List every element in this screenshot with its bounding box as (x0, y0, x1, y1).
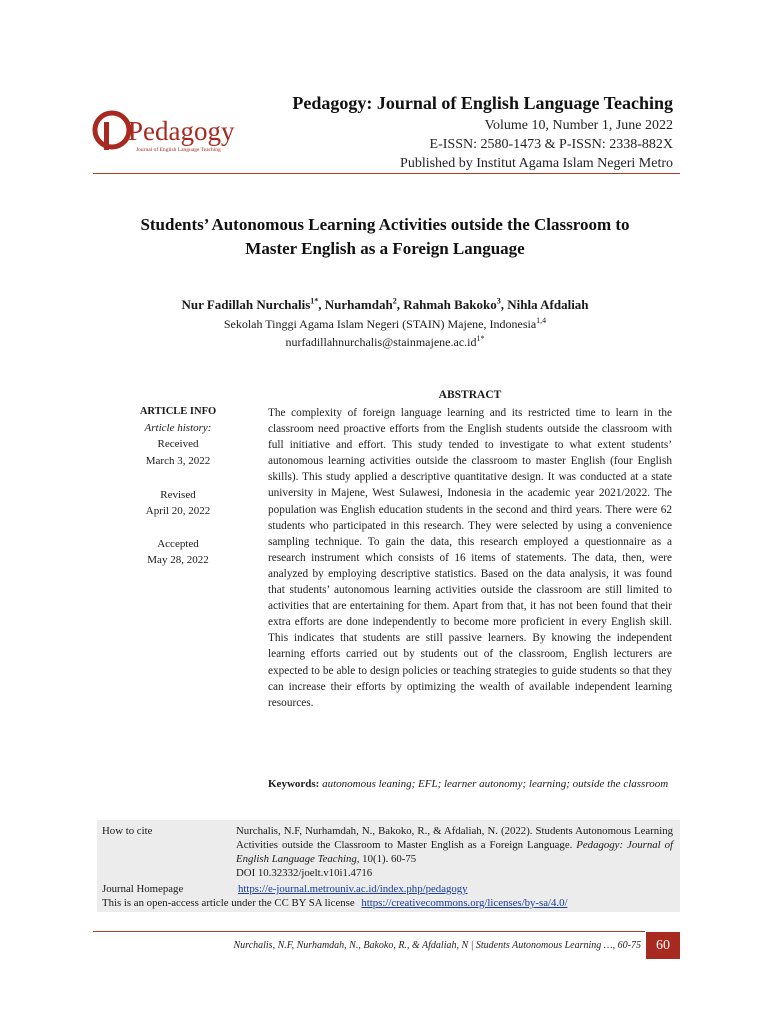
accepted-label: Accepted (157, 538, 199, 550)
received-date: March 3, 2022 (145, 455, 211, 467)
citation-text (236, 824, 673, 880)
keywords (268, 776, 672, 792)
author-name: Nur Fadillah Nurchalis (181, 297, 311, 312)
keywords-text: autonomous leaning; EFL; learner autonomy; learning; outside the classroom (322, 778, 669, 790)
keywords-label: Keywords: (268, 778, 320, 790)
email-text: nurfadillahnurchalis@stainmajene.ac.id (285, 335, 477, 349)
author-name: , Nihla Afdaliah (500, 297, 589, 312)
article-title (90, 213, 680, 261)
accepted-date: May 28, 2022 (147, 554, 209, 566)
running-footer: Nurchalis, N.F, Nurhamdah, N., Bakoko, R., & Afdaliah, N | Students Autonomous Learning …, 60-75 (233, 940, 641, 951)
citation-part2: , 10(1). 60-75 (356, 853, 417, 865)
footer-rule (93, 931, 645, 932)
abstract-text: The complexity of foreign language learning and its restricted time to learn in the classroom need proactive efforts from the English students outside the classroom with full initiative and effort. This study tended to investigate to what extent students’ autonomous learning activities outside the classroom to master English (four English skills). This study applied a descriptive quantitative design. It was conducted at a state university in Majene, West Sulawesi, Indonesia in the academic year 2021/2022. The population was English education students in the second and third years. There were 62 students who participated in this research. They were selected by using a convenience sampling technique. To gain the data, this research employed a questionnaire as a research instrument which consists of 16 items of statements. The data, then, were analyzed by employing descriptive statistics. Based on the data analysis, it was found that students’ autonomous learning activities outside the classroom are still limited to activities that are entertaining for them. Apart from that, it has not been found that their extra efforts are done independently to become more proficient in every English skill. This indicates that students are still passive learners. By knowing the independent learning efforts carried out by students out of the classroom, English lecturers are expected to be able to design policies or teaching strategies to guide students so that they can increase their efforts by optimizing the wealth of available independent learning resources. (268, 407, 672, 709)
author-affiliation (90, 316, 680, 333)
journal-homepage-label: Journal Homepage (102, 883, 184, 895)
journal-publisher: Published by Institut Agama Islam Negeri Metro (400, 156, 673, 171)
journal-title: Pedagogy: Journal of English Language Teaching (292, 93, 673, 113)
author-sup: 2 (392, 296, 397, 306)
license-text: This is an open-access article under the CC BY SA license (102, 897, 355, 909)
article-info-heading: ARTICLE INFO (139, 406, 217, 417)
author-list (90, 296, 680, 314)
license-link[interactable]: https://creativecommons.org/licenses/by-sa/4.0/ (361, 897, 568, 909)
article-title-line2: Master English as a Foreign Language (245, 239, 525, 258)
received-label: Received (157, 438, 199, 450)
license-statement (102, 896, 567, 910)
email-sup: 1* (476, 334, 485, 343)
citation-doi: DOI 10.32332/joelt.v10i1.4716 (236, 867, 373, 879)
journal-volume: Volume 10, Number 1, June 2022 (484, 118, 673, 133)
header-rule (93, 173, 680, 174)
how-to-cite-label: How to cite (102, 825, 153, 837)
logo-tagline: Journal of English Language Teaching (136, 147, 221, 153)
author-email (90, 334, 680, 351)
journal-homepage-link[interactable]: https://e-journal.metrouniv.ac.id/index.php/pedagogy (238, 883, 468, 895)
affiliation-sup: 1,4 (536, 316, 547, 325)
page-number: 60 (646, 932, 680, 959)
citation-journal: Pedagogy: Journal of English Language Teaching (236, 839, 674, 865)
author-name: , Rahmah Bakoko (396, 297, 497, 312)
affiliation-text: Sekolah Tinggi Agama Islam Negeri (STAIN) Majene, Indonesia (223, 317, 537, 331)
abstract-heading: ABSTRACT (438, 389, 502, 401)
author-sup: 3 (496, 296, 501, 306)
article-history-label: Article history: (144, 422, 212, 434)
author-name: , Nurhamdah (318, 297, 393, 312)
author-sup: 1* (310, 296, 319, 306)
article-title-line1: Students’ Autonomous Learning Activities outside the Classroom to (140, 215, 630, 234)
logo-wordmark: Pedagogy (128, 116, 235, 146)
revised-date: April 20, 2022 (145, 505, 211, 517)
citation-part1: Nurchalis, N.F, Nurhamdah, N., Bakoko, R., & Afdaliah, N. (2022). Students Autonomous Learning Activities outside the Classroom to Master English as a Foreign Language. (236, 825, 673, 851)
journal-issn: E-ISSN: 2580-1473 & P-ISSN: 2338-882X (429, 137, 673, 152)
revised-label: Revised (160, 489, 196, 501)
